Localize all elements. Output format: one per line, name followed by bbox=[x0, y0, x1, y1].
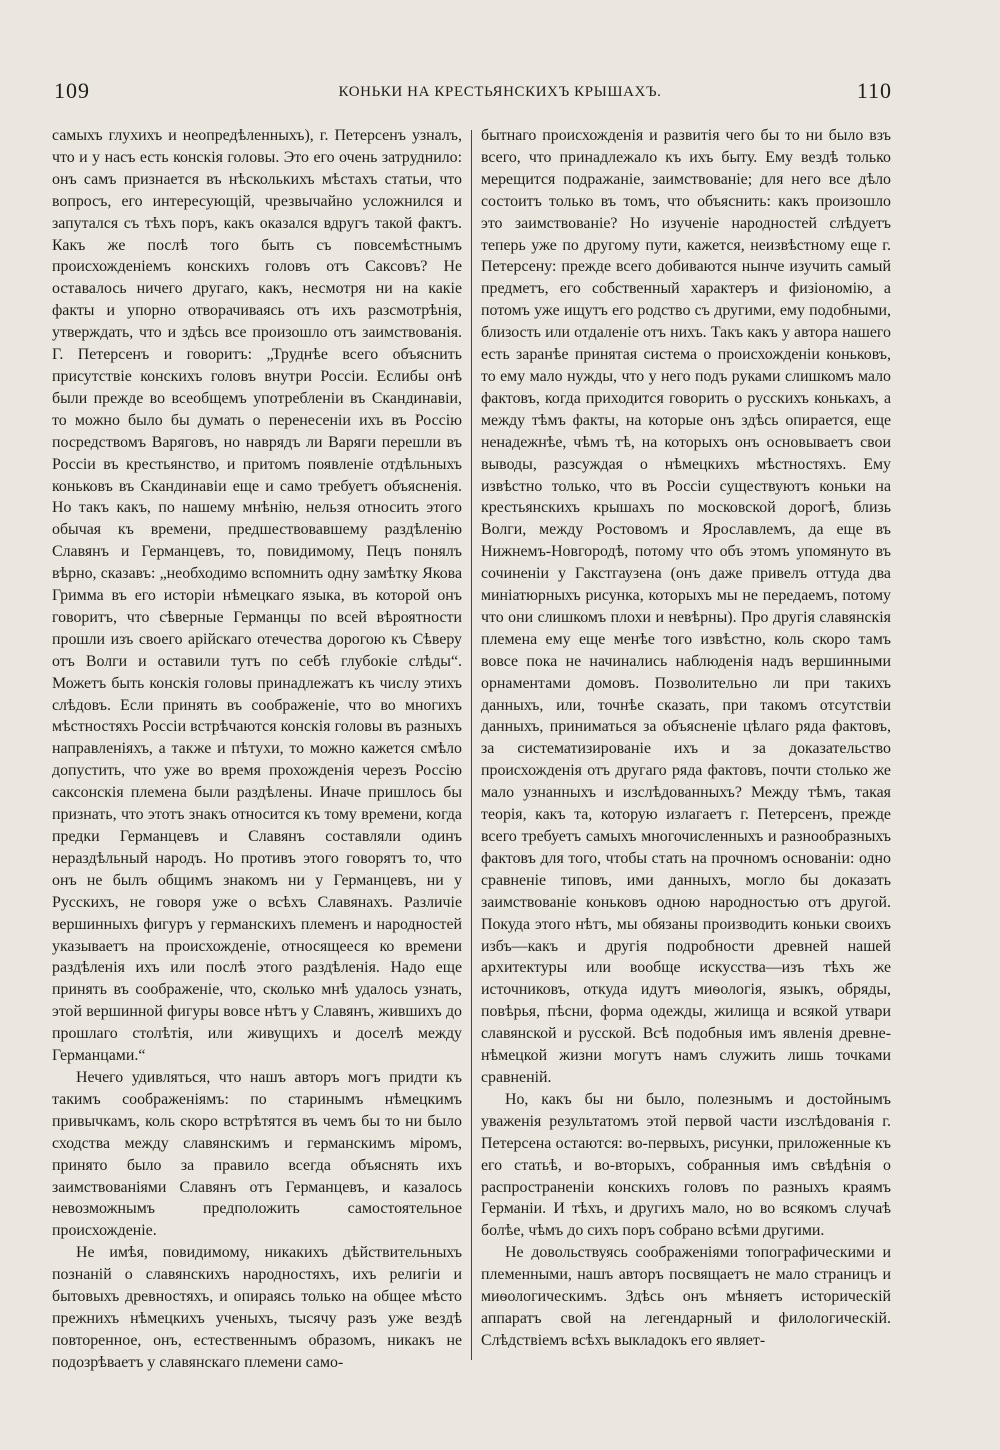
left-paragraph-1: самыхъ глухихъ и неопредѣленныхъ), г. Петерсенъ узналъ, что и у насъ есть конскія головы. Это его очень затруднило: онъ самъ признается въ нѣсколькихъ мѣстахъ статьи, что вопросъ, его интересующій, чрезвычайно усложнился и запутался съ тѣхъ поръ, какъ оказался вдругъ такой фактъ. Какъ же послѣ того быть съ повсемѣстнымъ происхожденіемъ конскихъ головъ отъ Саксовъ? Не оставалось ничего другаго, какъ, несмотря ни на какіе факты и упорно отворачиваясь отъ ихъ разсмотрѣнія, утверждать, что и здѣсь все произошло отъ заимствованія. Г. Петерсенъ и говоритъ: „Труднѣе всего объяснить присутствіе конскихъ головъ внутри Россіи. Еслибы онѣ были прежде во всеобщемъ употребленіи въ Скандинавіи, то можно было бы думать о перенесеніи ихъ въ Россію посредствомъ Варяговъ, но наврядъ ли Варяги перешли въ Россіи въ крестьянство, и притомъ появленіе отдѣльныхъ коньковъ въ Скандинавіи еще и само требуетъ объясненія. Но такъ какъ, по нашему мнѣнію, нельзя относить этого обычая къ времени, предшествовавшему раздѣленію Славянъ и Германцевъ, то, повидимому, Пецъ понялъ вѣрно, сказавъ: „необходимо вспомнить одну замѣтку Якова Гримма въ его исторіи нѣмецкаго языка, въ которой онъ говоритъ, что сѣверные Германцы по всей вѣроятности прошли изъ своего арійскаго отечества дорогою къ Сѣверу отъ Волги и оставили тутъ по себѣ глубокіе слѣды“. Можетъ быть конскія головы принадлежатъ къ числу этихъ слѣдовъ. Если принять въ соображеніе, что во многихъ мѣстностяхъ Россіи встрѣчаются конскія головы въ разныхъ направленіяхъ, а также и пѣтухи, то можно кажется смѣло допустить, что уже во время прохожденія черезъ Россію саксонскія племена были раздѣлены. Иначе пришлось бы признать, что этотъ знакъ относится къ тому времени, когда предки Германцевъ и Славянъ составляли одинъ нераздѣльный народъ. Но противъ этого говорятъ то, что онъ не былъ общимъ знакомъ ни у Германцевъ, ни у Русскихъ, не говоря уже о всѣхъ Славянахъ. Различіе вершинныхъ фигуръ у германскихъ племенъ и народностей указываетъ на происхожденіе, относящееся ко времени раздѣленія ихъ или послѣ этого раздѣленія. Надо еще принять въ соображеніе, что, сколько мнѣ удалось узнать, этой вершинной фигуры вовсе нѣтъ у Славянъ, жившихъ до прошлаго столѣтія, или живущихъ и доселѣ между Германцами.“ bbox=[52, 127, 462, 1065]
right-paragraph-3: Не довольствуясь соображеніями топографическими и племенными, нашъ авторъ посвящаетъ не мало страницъ и миѳологическимъ. Здѣсь онъ мѣняетъ историческій аппаратъ свой на легендарный и филологическій. Слѣдствіемъ всѣхъ выкладокъ его являет- bbox=[481, 1244, 891, 1349]
column-divider bbox=[471, 130, 472, 1360]
running-title: КОНЬКИ НА КРЕСТЬЯНСКИХЪ КРЫШАХЪ. bbox=[338, 84, 662, 100]
right-text-column bbox=[481, 125, 891, 1352]
right-paragraph-1: бытнаго происхожденія и развитія чего бы то ни было взъ всего, что принадлежало къ ихъ быту. Ему вездѣ только мерещится подражаніе, заимствованіе; для него все дѣло состоитъ только въ томъ, что объяснить: какъ произошло это заимствованіе? Но изученіе народностей слѣдуетъ теперь уже по другому пути, кажется, неизвѣстному еще г. Петерсену: прежде всего добиваются нынче изучить самый предметъ, его собственный характеръ и физіономію, а потомъ уже ищутъ его родство съ другими, ему подобными, близость или отдаленіе отъ нихъ. Такъ какъ у автора нашего есть заранѣе принятая система о происхожденіи коньковъ, то ему мало нужды, что у него подъ руками слишкомъ мало фактовъ, когда приходится говорить о русскихъ конькахъ, а между тѣмъ факты, на которые онъ здѣсь опирается, еще ненадежнѣе, чѣмъ тѣ, на которыхъ онъ основываетъ свои выводы, разсуждая о нѣмецкихъ мѣстностяхъ. Ему извѣстно только, что въ Россіи существуютъ коньки на крестьянскихъ крышахъ по московской дорогѣ, близь Волги, между Ростовомъ и Ярославлемъ, да еще въ Нижнемъ-Новгородѣ, потому что объ этомъ упомянуто въ сочиненіи у Гакстгаузена (онъ даже привелъ оттуда два миніатюрныхъ рисунка, которыхъ мы не передаемъ, потому что они слишкомъ плохи и невѣрны). Про другія славянскія племена ему еще менѣе того извѣстно, коль скоро тамъ вовсе пока не начинались наблюденія надъ вершинными орнаментами домовъ. Позволительно ли при такихъ данныхъ, или, точнѣе сказать, при такомъ отсутствіи данныхъ, приниматься за объясненіе цѣлаго ряда фактовъ, за систематизированіе ихъ и за доказательство происхожденія отъ другаго ряда фактовъ, почти столько же мало узнанныхъ и изслѣдованныхъ? Между тѣмъ, такая теорія, какъ та, которую излагаетъ г. Петерсенъ, прежде всего требуетъ самыхъ многочисленныхъ и разнообразныхъ фактовъ для того, чтобы стать на прочномъ основаніи: одно сравненіе типовъ, ими данныхъ, могло бы доказать заимствованіе коньковъ одною народностью отъ другой. Покуда этого нѣтъ, мы обязаны производить коньки своихъ избъ—какъ и другія подробности древней нашей архитектуры или вообще искусства—изъ тѣхъ же источниковъ, откуда идутъ миѳологія, языкъ, обряды, повѣрья, пѣсни, форма одежды, жилища и всякой утвари славянской и русской. Всѣ подобныя имъ явленія древне-нѣмецкой жизни могутъ намъ служить лишь точками сравненій. bbox=[481, 127, 891, 1086]
right-page-number: 110 bbox=[856, 78, 892, 103]
left-page-number: 109 bbox=[54, 78, 90, 103]
left-paragraph-3: Не имѣя, повидимому, никакихъ дѣйствительныхъ познаній о славянскихъ народностяхъ, ихъ религіи и бытовыхъ древностяхъ, и опираясь только на общее мѣсто прежнихъ нѣмецкихъ ученыхъ, тысячу разъ уже вездѣ повторенное, онъ, естественнымъ образомъ, никакъ не подозрѣваетъ у славянскаго племени само- bbox=[52, 1244, 462, 1371]
right-paragraph-2: Но, какъ бы ни было, полезнымъ и достойнымъ уваженія результатомъ этой первой части изслѣдованія г. Петерсена остаются: во-первыхъ, рисунки, приложенные къ его статьѣ, и во-вторыхъ, собранныя имъ свѣдѣнія о распространеніи конскихъ головъ по разныхъ краямъ Германіи. И тѣхъ, и другихъ мало, но во всякомъ случаѣ болѣе, чѣмъ до сихъ поръ собрано всѣми другими. bbox=[481, 1090, 891, 1240]
left-text-column bbox=[52, 125, 462, 1374]
left-paragraph-2: Нечего удивляться, что нашъ авторъ могъ придти къ такимъ соображеніямъ: по старинымъ нѣмецкимъ привычкамъ, коль скоро встрѣтятся въ чемъ бы то ни было сходства между славянскимъ и германскимъ міромъ, принято было за правило всегда объяснять ихъ заимствованіями Славянъ отъ Германцевъ, и казалось невозможнымъ предположить самостоятельное происхожденіе. bbox=[52, 1068, 462, 1240]
